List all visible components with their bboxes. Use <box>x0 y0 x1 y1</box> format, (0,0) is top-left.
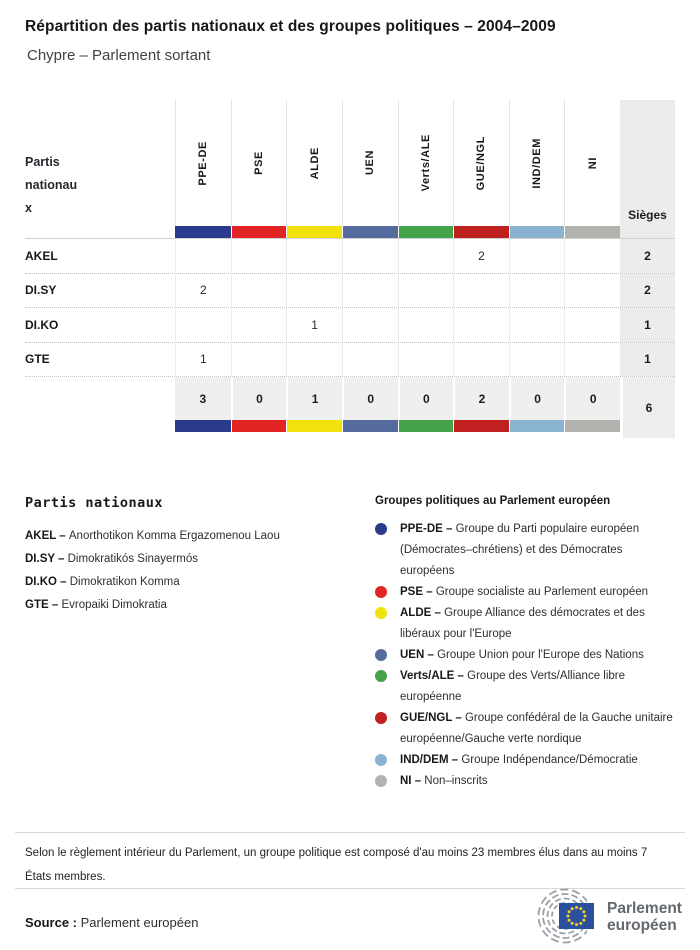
group-legend-text <box>400 645 644 666</box>
group-color-bar-row <box>25 226 675 238</box>
seats-header-cell: Sièges <box>620 100 675 238</box>
value-cell-PSE <box>231 239 287 273</box>
group-abbr: NI – <box>400 775 425 787</box>
value-cell-GUE/NGL <box>453 274 509 308</box>
party-full-name: Anorthotikon Komma Ergazomenou Laou <box>68 530 280 542</box>
group-legend-item <box>375 666 675 708</box>
table-row <box>25 273 675 308</box>
column-header-IND/DEM <box>509 100 565 226</box>
party-full-name: Evropaiki Dimokratia <box>61 599 167 611</box>
value-cell-UEN <box>342 343 398 377</box>
value-cell-IND/DEM <box>509 274 565 308</box>
color-bar-NI <box>564 226 620 238</box>
value-cell-GUE/NGL <box>453 343 509 377</box>
value-cell-NI <box>564 308 620 342</box>
group-abbr: PPE-DE – <box>400 523 456 535</box>
table-row <box>25 342 675 377</box>
source-line <box>25 915 198 930</box>
group-abbr: ALDE – <box>400 607 445 619</box>
column-header-label: Verts/ALE <box>419 134 432 192</box>
total-cell-NI: 0 <box>564 377 620 421</box>
group-description: Groupe confédéral de la Gauche unitaire européenne/Gauche verte nordique <box>400 712 673 745</box>
color-bar-PSE <box>231 226 287 238</box>
group-description: Groupe du Parti populaire européen (Démocrates–chrétiens) et des Démocrates européens <box>400 523 640 577</box>
color-bar-PSE <box>231 420 287 432</box>
logo-text-line2: européen <box>607 917 677 934</box>
table-row <box>25 238 675 273</box>
column-header-GUE/NGL <box>453 100 509 226</box>
value-cell-IND/DEM <box>509 239 565 273</box>
value-cell-UEN <box>342 308 398 342</box>
value-cell-ALDE <box>286 343 342 377</box>
value-cell-UEN <box>342 239 398 273</box>
legend-political-groups <box>375 495 675 792</box>
group-legend-text <box>400 666 675 708</box>
table-row <box>25 307 675 342</box>
party-name-cell: AKEL <box>25 248 58 263</box>
party-full-name: Dimokratikon Komma <box>69 576 180 588</box>
party-abbr: DI.KO – <box>25 576 70 588</box>
total-cell-PSE: 0 <box>231 377 287 421</box>
divider-top <box>15 832 685 833</box>
page-title: Répartition des partis nationaux et des groupes politiques – 2004–2009 <box>25 18 556 35</box>
value-cell-NI <box>564 274 620 308</box>
group-legend-item <box>375 771 675 792</box>
group-abbr: PSE – <box>400 586 436 598</box>
color-bar-IND/DEM <box>509 420 565 432</box>
value-cell-ALDE <box>286 274 342 308</box>
color-bar-GUE/NGL <box>453 420 509 432</box>
value-cell-GUE/NGL: 2 <box>453 239 509 273</box>
totals-row <box>25 376 675 420</box>
group-legend-item <box>375 582 675 603</box>
page-subtitle: Chypre – Parlement sortant <box>27 47 211 64</box>
source-label: Source : <box>25 915 78 930</box>
group-color-dot-icon <box>375 523 387 535</box>
party-name-cell: GTE <box>25 352 50 367</box>
total-cell-PPE-DE: 3 <box>175 377 231 421</box>
seats-cell: 2 <box>620 239 675 273</box>
bar-spacer <box>25 226 175 238</box>
color-bar-NI <box>564 420 620 432</box>
value-cell-Verts/ALE <box>398 239 454 273</box>
row-header-cell <box>25 100 175 226</box>
column-header-label: NI <box>586 156 599 170</box>
group-abbr: IND/DEM – <box>400 754 462 766</box>
value-cell-PPE-DE: 2 <box>175 274 231 308</box>
eu-flag-icon <box>559 903 594 929</box>
value-cell-UEN <box>342 274 398 308</box>
color-bar-Verts/ALE <box>398 226 454 238</box>
value-cell-Verts/ALE <box>398 308 454 342</box>
group-legend-text <box>400 708 675 750</box>
legend-national-parties <box>25 495 375 792</box>
seats-cell: 1 <box>620 343 675 377</box>
group-color-dot-icon <box>375 607 387 619</box>
column-header-label: IND/DEM <box>531 137 544 189</box>
party-abbr: DI.SY – <box>25 553 68 565</box>
group-description: Groupe Alliance des démocrates et des libéraux pour l'Europe <box>400 607 645 640</box>
party-legend-item <box>25 525 375 548</box>
group-description: Groupe Union pour l'Europe des Nations <box>437 649 644 661</box>
value-cell-IND/DEM <box>509 343 565 377</box>
party-legend-item <box>25 548 375 571</box>
bar-spacer <box>25 420 175 432</box>
column-header-Verts/ALE <box>398 100 454 226</box>
color-bar-UEN <box>342 226 398 238</box>
color-bar-Verts/ALE <box>398 420 454 432</box>
group-legend-item <box>375 645 675 666</box>
group-color-dot-icon <box>375 754 387 766</box>
seats-table <box>25 100 675 432</box>
total-cell-Verts/ALE: 0 <box>398 377 454 421</box>
color-bar-UEN <box>342 420 398 432</box>
color-bar-ALDE <box>286 226 342 238</box>
legend-groups-heading: Groupes politiques au Parlement européen <box>375 495 611 507</box>
column-header-label: ALDE <box>308 146 321 180</box>
value-cell-ALDE: 1 <box>286 308 342 342</box>
group-legend-item <box>375 708 675 750</box>
value-cell-PPE-DE <box>175 308 231 342</box>
logo-text-line1: Parlement <box>607 900 682 917</box>
column-header-NI <box>564 100 620 226</box>
european-parliament-logo <box>525 888 690 944</box>
group-color-dot-icon <box>375 649 387 661</box>
group-description: Groupe Indépendance/Démocratie <box>461 754 638 766</box>
value-cell-Verts/ALE <box>398 274 454 308</box>
party-full-name: Dimokratikós Sinayermós <box>67 553 198 565</box>
value-cell-IND/DEM <box>509 308 565 342</box>
group-legend-text <box>400 750 638 771</box>
group-legend-text <box>400 603 675 645</box>
total-seats-cell: 6 <box>620 377 675 438</box>
column-header-UEN <box>342 100 398 226</box>
group-color-dot-icon <box>375 712 387 724</box>
group-legend-item <box>375 750 675 771</box>
party-name-cell: DI.SY <box>25 283 57 298</box>
group-description: Groupe socialiste au Parlement européen <box>435 586 649 598</box>
group-color-dot-icon <box>375 586 387 598</box>
party-legend-item <box>25 571 375 594</box>
color-bar-ALDE <box>286 420 342 432</box>
group-legend-text <box>400 519 675 582</box>
value-cell-PPE-DE <box>175 239 231 273</box>
party-abbr: AKEL – <box>25 530 69 542</box>
value-cell-NI <box>564 239 620 273</box>
totals-spacer <box>25 377 175 421</box>
legend-parties-heading: Partis nationaux <box>25 495 164 511</box>
group-abbr: UEN – <box>400 649 438 661</box>
color-bar-PPE-DE <box>175 226 231 238</box>
source-value: Parlement européen <box>80 915 199 930</box>
group-color-dot-icon <box>375 775 387 787</box>
group-abbr: Verts/ALE – <box>400 670 468 682</box>
value-cell-PSE <box>231 343 287 377</box>
group-color-dot-icon <box>375 670 387 682</box>
group-color-bar-row-bottom <box>25 420 675 432</box>
value-cell-GUE/NGL <box>453 308 509 342</box>
total-cell-IND/DEM: 0 <box>509 377 565 421</box>
group-legend-item <box>375 603 675 645</box>
seats-cell: 2 <box>620 274 675 308</box>
color-bar-GUE/NGL <box>453 226 509 238</box>
column-header-label: PSE <box>252 151 265 175</box>
total-cell-UEN: 0 <box>342 377 398 421</box>
table-header-row <box>25 100 675 226</box>
group-description: Groupe des Verts/Alliance libre européenne <box>400 670 626 703</box>
row-header-label: Partis nationaux <box>25 155 78 215</box>
party-legend-item <box>25 594 375 617</box>
group-legend-text <box>400 771 488 792</box>
column-header-label: GUE/NGL <box>475 135 488 191</box>
value-cell-NI <box>564 343 620 377</box>
legend-section <box>25 495 675 792</box>
party-abbr: GTE – <box>25 599 62 611</box>
footer-note: Selon le règlement intérieur du Parlement, un groupe politique est composé d'au moins 23 membres élus dans au moins 7 États membres. <box>25 847 648 883</box>
total-cell-GUE/NGL: 2 <box>453 377 509 421</box>
column-header-ALDE <box>286 100 342 226</box>
group-abbr: GUE/NGL – <box>400 712 465 724</box>
color-bar-PPE-DE <box>175 420 231 432</box>
column-header-label: PPE-DE <box>197 140 210 186</box>
column-header-PPE-DE <box>175 100 231 226</box>
column-header-PSE <box>231 100 287 226</box>
value-cell-PSE <box>231 274 287 308</box>
value-cell-PPE-DE: 1 <box>175 343 231 377</box>
party-name-cell: DI.KO <box>25 317 59 332</box>
column-header-label: UEN <box>364 150 377 176</box>
group-legend-item <box>375 519 675 582</box>
value-cell-ALDE <box>286 239 342 273</box>
total-cell-ALDE: 1 <box>286 377 342 421</box>
value-cell-Verts/ALE <box>398 343 454 377</box>
value-cell-PSE <box>231 308 287 342</box>
group-description: Non–inscrits <box>424 775 488 787</box>
seats-cell: 1 <box>620 308 675 342</box>
color-bar-IND/DEM <box>509 226 565 238</box>
group-legend-text <box>400 582 648 603</box>
